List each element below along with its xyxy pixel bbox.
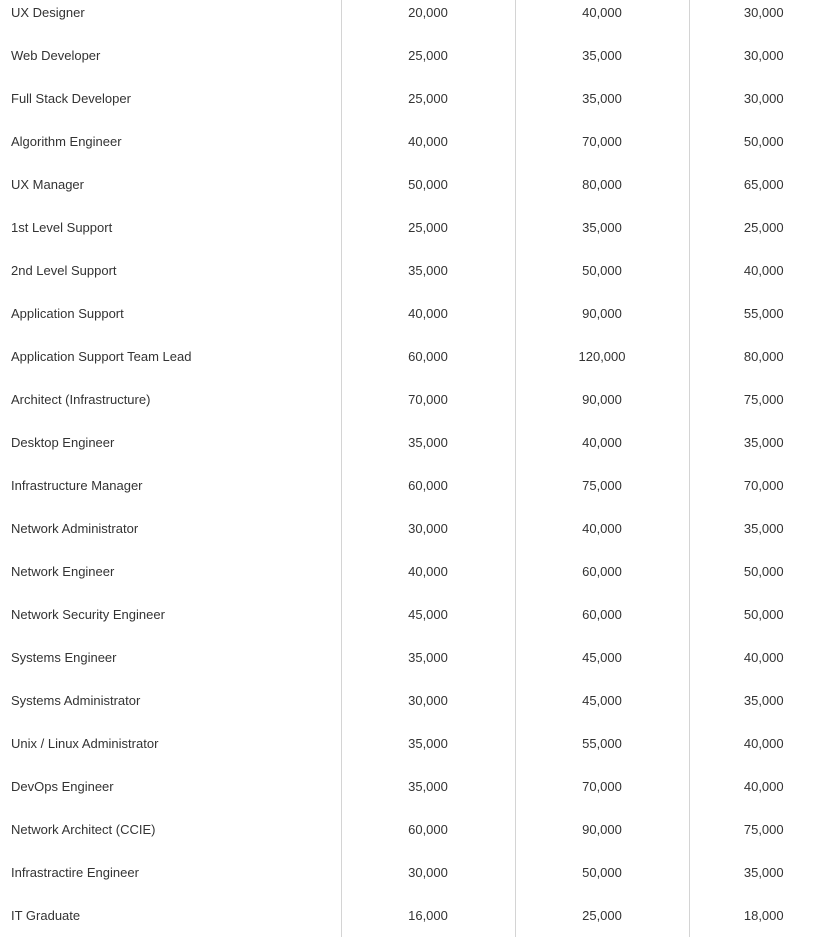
salary-avg-cell: 65,000	[689, 163, 838, 206]
salary-min-cell: 25,000	[341, 77, 515, 120]
salary-min-cell: 30,000	[341, 851, 515, 894]
salary-max-cell: 60,000	[515, 593, 689, 636]
table-row	[0, 77, 838, 120]
salary-min-cell: 35,000	[341, 765, 515, 808]
salary-min-cell: 25,000	[341, 34, 515, 77]
salary-avg-cell: 75,000	[689, 378, 838, 421]
table-row	[0, 335, 838, 378]
salary-min-cell: 60,000	[341, 808, 515, 851]
salary-max-cell: 55,000	[515, 722, 689, 765]
job-title-cell: DevOps Engineer	[11, 779, 114, 794]
salary-max-cell: 90,000	[515, 378, 689, 421]
job-title-cell: Systems Administrator	[11, 693, 141, 708]
table-row	[0, 679, 838, 722]
salary-avg-cell: 40,000	[689, 765, 838, 808]
salary-max-cell: 40,000	[515, 421, 689, 464]
salary-min-cell: 30,000	[341, 507, 515, 550]
salary-min-cell: 60,000	[341, 464, 515, 507]
salary-min-cell: 35,000	[341, 636, 515, 679]
salary-avg-cell: 35,000	[689, 851, 838, 894]
salary-min-cell: 16,000	[341, 894, 515, 937]
salary-min-cell: 20,000	[341, 0, 515, 34]
job-title-cell: Desktop Engineer	[11, 435, 115, 450]
salary-min-cell: 70,000	[341, 378, 515, 421]
job-title-cell: Network Architect (CCIE)	[11, 822, 156, 837]
salary-max-cell: 35,000	[515, 206, 689, 249]
salary-max-cell: 50,000	[515, 851, 689, 894]
salary-min-cell: 40,000	[341, 120, 515, 163]
job-title-cell: Network Engineer	[11, 564, 115, 579]
salary-avg-cell: 70,000	[689, 464, 838, 507]
salary-max-cell: 60,000	[515, 550, 689, 593]
table-row	[0, 120, 838, 163]
job-title-cell: Network Security Engineer	[11, 607, 165, 622]
salary-avg-cell: 80,000	[689, 335, 838, 378]
salary-max-cell: 40,000	[515, 507, 689, 550]
table-row	[0, 34, 838, 77]
job-title-cell: 2nd Level Support	[11, 263, 117, 278]
job-title-cell: Systems Engineer	[11, 650, 117, 665]
salary-max-cell: 70,000	[515, 120, 689, 163]
salary-max-cell: 75,000	[515, 464, 689, 507]
salary-min-cell: 35,000	[341, 249, 515, 292]
job-title-cell: Infrastructure Manager	[11, 478, 143, 493]
salary-avg-cell: 55,000	[689, 292, 838, 335]
salary-min-cell: 25,000	[341, 206, 515, 249]
job-title-cell: UX Manager	[11, 177, 84, 192]
salary-avg-cell: 40,000	[689, 249, 838, 292]
salary-avg-cell: 40,000	[689, 722, 838, 765]
job-title-cell: 1st Level Support	[11, 220, 113, 235]
table-row	[0, 808, 838, 851]
salary-avg-cell: 50,000	[689, 550, 838, 593]
table-row	[0, 507, 838, 550]
salary-avg-cell: 25,000	[689, 206, 838, 249]
table-row	[0, 421, 838, 464]
salary-min-cell: 40,000	[341, 550, 515, 593]
salary-avg-cell: 30,000	[689, 77, 838, 120]
salary-avg-cell: 30,000	[689, 34, 838, 77]
table-row	[0, 249, 838, 292]
job-title-cell: Algorithm Engineer	[11, 134, 122, 149]
job-title-cell: Application Support Team Lead	[11, 349, 192, 364]
table-row	[0, 378, 838, 421]
salary-max-cell: 45,000	[515, 636, 689, 679]
salary-min-cell: 35,000	[341, 722, 515, 765]
table-row	[0, 851, 838, 894]
salary-max-cell: 35,000	[515, 77, 689, 120]
salary-avg-cell: 50,000	[689, 593, 838, 636]
table-row	[0, 163, 838, 206]
salary-max-cell: 80,000	[515, 163, 689, 206]
job-title-cell: Web Developer	[11, 48, 101, 63]
table-row	[0, 0, 838, 34]
salary-max-cell: 40,000	[515, 0, 689, 34]
salary-avg-cell: 30,000	[689, 0, 838, 34]
salary-min-cell: 35,000	[341, 421, 515, 464]
job-title-cell: Infrastractire Engineer	[11, 865, 139, 880]
salary-max-cell: 90,000	[515, 808, 689, 851]
salary-avg-cell: 35,000	[689, 421, 838, 464]
salary-avg-cell: 40,000	[689, 636, 838, 679]
table-row	[0, 464, 838, 507]
salary-avg-cell: 50,000	[689, 120, 838, 163]
salary-max-cell: 70,000	[515, 765, 689, 808]
salary-avg-cell: 35,000	[689, 507, 838, 550]
job-title-cell: Unix / Linux Administrator	[11, 736, 159, 751]
job-title-cell: Full Stack Developer	[11, 91, 131, 106]
table-row	[0, 593, 838, 636]
salary-avg-cell: 75,000	[689, 808, 838, 851]
job-title-cell: Network Administrator	[11, 521, 139, 536]
salary-min-cell: 60,000	[341, 335, 515, 378]
job-title-cell: Architect (Infrastructure)	[11, 392, 151, 407]
salary-min-cell: 30,000	[341, 679, 515, 722]
table-row	[0, 292, 838, 335]
salary-max-cell: 45,000	[515, 679, 689, 722]
job-title-cell: Application Support	[11, 306, 124, 321]
table-row	[0, 765, 838, 808]
salary-max-cell: 25,000	[515, 894, 689, 937]
salary-max-cell: 120,000	[515, 335, 689, 378]
table-row	[0, 206, 838, 249]
salary-min-cell: 45,000	[341, 593, 515, 636]
table-row	[0, 550, 838, 593]
salary-max-cell: 35,000	[515, 34, 689, 77]
salary-max-cell: 90,000	[515, 292, 689, 335]
job-title-cell: UX Designer	[11, 5, 85, 20]
table-row	[0, 722, 838, 765]
job-title-cell: IT Graduate	[11, 908, 81, 923]
table-row	[0, 894, 838, 937]
table-row	[0, 636, 838, 679]
salary-avg-cell: 35,000	[689, 679, 838, 722]
salary-max-cell: 50,000	[515, 249, 689, 292]
salary-avg-cell: 18,000	[689, 894, 838, 937]
salary-min-cell: 40,000	[341, 292, 515, 335]
salary-min-cell: 50,000	[341, 163, 515, 206]
